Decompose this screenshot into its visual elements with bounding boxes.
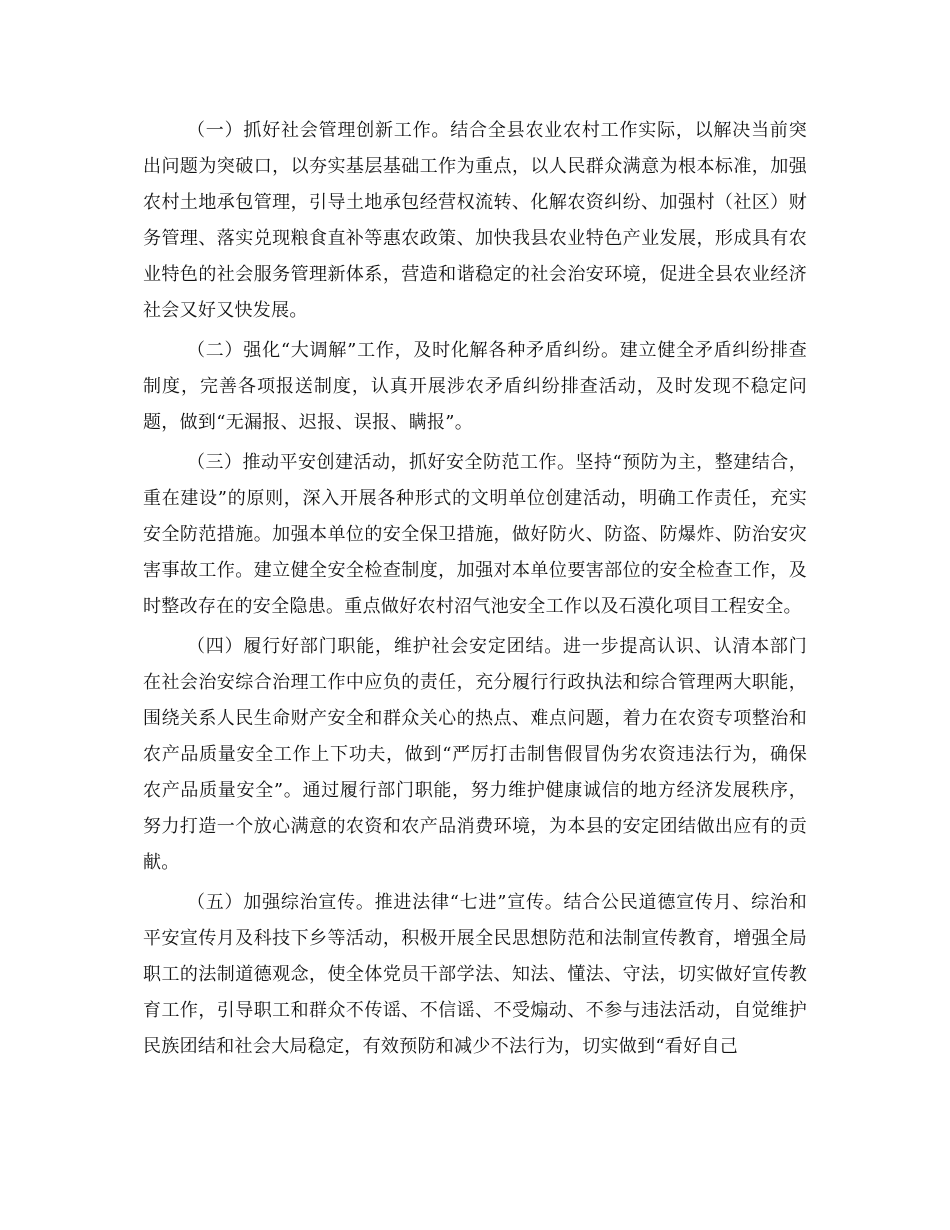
paragraph-2: （二）强化“大调解”工作，及时化解各种矛盾纠纷。建立健全矛盾纠纷排查制度，完善各项报送制度，认真开展涉农矛盾纠纷排查活动，及时发现不稳定问题，做到“无漏报、迟报、误报、瞒报”。 [143,340,807,433]
paragraph-3: （三）推动平安创建活动，抓好安全防范工作。坚持“预防为主，整建结合，重在建设”的原则，深入开展各种形式的文明单位创建活动，明确工作责任，充实安全防范措施。加强本单位的安全保卫措施，做好防火、防盗、防爆炸、防治安灾害事故工作。建立健全安全检查制度，加强对本单位要害部位的安全检查工作，及时整改存在的安全隐患。重点做好农村沼气池安全工作以及石漠化项目工程安全。 [143,452,807,617]
paragraph-5: （五）加强综治宣传。推进法律“七进”宣传。结合公民道德宣传月、综治和平安宣传月及科技下乡等活动，积极开展全民思想防范和法制宣传教育，增强全局职工的法制道德观念，使全体党员干部学法、知法、懂法、守法，切实做好宣传教育工作，引导职工和群众不传谣、不信谣、不受煽动、不参与违法活动，自觉维护民族团结和社会大局稳定，有效预防和减少不法行为，切实做到“看好自己 [143,892,807,1057]
paragraph-4: （四）履行好部门职能，维护社会安定团结。进一步提高认识、认清本部门在社会治安综合治理工作中应负的责任，充分履行行政执法和综合管理两大职能，围绕关系人民生命财产安全和群众关心的热点、难点问题，着力在农资专项整治和农产品质量安全工作上下功夫，做到“严厉打击制售假冒伪劣农资违法行为，确保农产品质量安全”。通过履行部门职能，努力维护健康诚信的地方经济发展秩序，努力打造一个放心满意的农资和农产品消费环境，为本县的安定团结做出应有的贡献。 [143,636,807,873]
document-body [143,113,807,1069]
paragraph-1: （一）抓好社会管理创新工作。结合全县农业农村工作实际，以解决当前突出问题为突破口，以夯实基层基础工作为重点，以人民群众满意为根本标准，加强农村土地承包管理，引导土地承包经营权流转、化解农资纠纷、加强村（社区）财务管理、落实兑现粮食直补等惠农政策、加快我县农业特色产业发展，形成具有农业特色的社会服务管理新体系，营造和谐稳定的社会治安环境，促进全县农业经济社会又好又快发展。 [143,120,807,321]
